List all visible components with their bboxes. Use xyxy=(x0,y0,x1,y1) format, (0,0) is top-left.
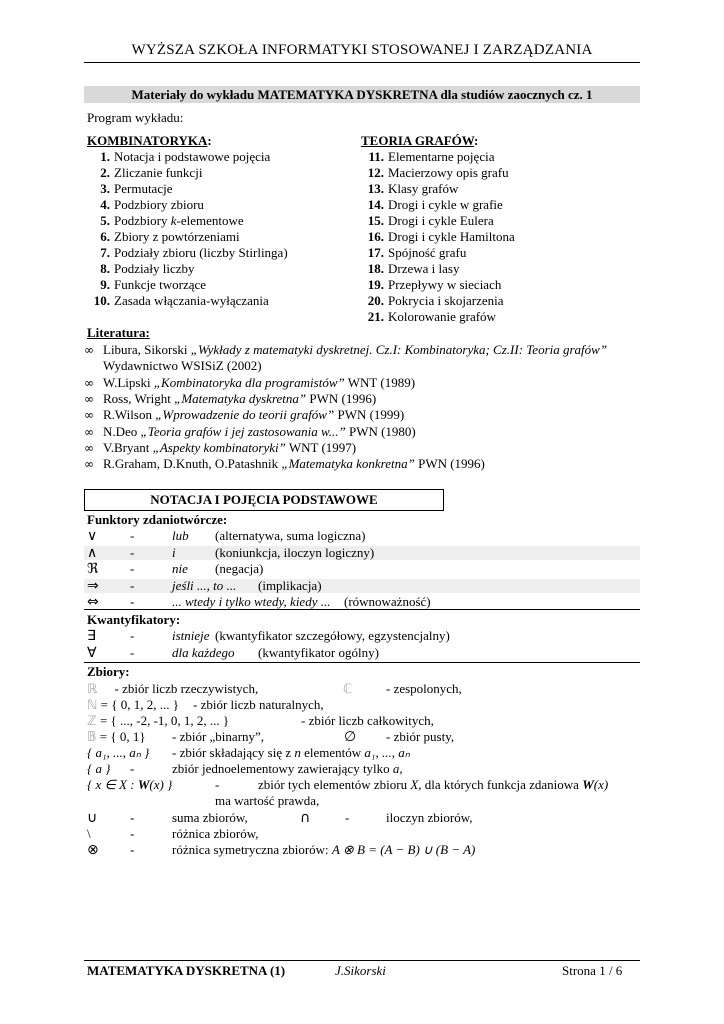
binary-desc: - zbiór „binarny”, xyxy=(172,729,265,744)
literature-item xyxy=(84,456,485,472)
item-number: 6. xyxy=(100,229,110,244)
item-number: 5. xyxy=(100,213,110,228)
complex-desc: - zespolonych, xyxy=(386,681,462,696)
item-text: Notacja i podstawowe pojęcia xyxy=(114,149,271,164)
item-text: Podzbiory zbioru xyxy=(114,197,204,212)
literature-authors: Ross, Wright xyxy=(103,390,175,406)
union-icon: ∪ xyxy=(87,810,98,826)
list-item xyxy=(80,149,270,165)
row-word: ... wtedy i tylko wtedy, kiedy ... xyxy=(172,594,331,609)
row-shade xyxy=(84,579,640,593)
row-dash: - xyxy=(130,644,135,660)
row-desc: (koniunkcja, iloczyn logiczny) xyxy=(215,544,375,560)
logic-symbol-icon: ℜ xyxy=(87,561,99,577)
row-word: lub xyxy=(172,528,189,543)
item-number: 15. xyxy=(367,213,384,228)
literature-publisher: WNT (1997) xyxy=(285,439,357,455)
item-number: 10. xyxy=(93,293,110,308)
row-word: nie xyxy=(172,561,188,576)
list-item xyxy=(80,245,288,261)
literature-item xyxy=(84,375,415,391)
empty-desc: - zbiór pusty, xyxy=(386,729,455,744)
item-number: 7. xyxy=(100,245,110,260)
list-item xyxy=(80,293,269,309)
item-number: 17. xyxy=(367,245,384,260)
naturals-symbol: ℕ xyxy=(87,698,98,713)
reals-desc: - zbiór liczb rzeczywistych, xyxy=(114,681,259,696)
literature-publisher: Wydawnictwo WSISiZ (2002) xyxy=(103,358,262,374)
set-builder-dash: - xyxy=(215,777,220,792)
item-text: Zbiory z powtórzeniami xyxy=(114,229,240,244)
item-number: 4. xyxy=(100,197,110,212)
list-item xyxy=(354,165,509,181)
item-text: Drzewa i lasy xyxy=(388,261,460,276)
item-number: 19. xyxy=(367,277,384,292)
singleton-desc: zbiór jednoelementowy zawierający tylko a, xyxy=(172,761,403,776)
literature-title: „Wprowadzenie do teorii grafów” xyxy=(155,407,335,423)
row-word: jeśli ..., to ... xyxy=(172,577,237,593)
binary-row xyxy=(87,729,146,746)
list-item xyxy=(80,229,240,245)
singleton-dash: - xyxy=(130,761,135,776)
item-number: 3. xyxy=(100,181,110,196)
literature-heading: Literatura: xyxy=(87,325,150,340)
item-text: Zasada włączania-wyłączania xyxy=(114,293,269,308)
literature-publisher: PWN (1996) xyxy=(414,456,485,472)
complex-row xyxy=(343,681,352,698)
integers-desc: - zbiór liczb całkowitych, xyxy=(301,713,434,728)
bullet-icon: ∞ xyxy=(84,375,94,390)
intersection-desc: iloczyn zbiorów, xyxy=(386,810,473,825)
difference-dash: - xyxy=(130,826,135,841)
logic-symbol-icon: ⇔ xyxy=(87,594,99,610)
literature-title: „Aspekty kombinatoryki” xyxy=(152,439,286,455)
logic-symbol-icon: ∀ xyxy=(87,644,97,661)
item-text: Przepływy w sieciach xyxy=(388,277,502,292)
list-item xyxy=(80,213,244,229)
literature-item xyxy=(103,358,262,374)
item-text-italic: k xyxy=(170,213,177,228)
item-text: Podziały zbioru (liczby Stirlinga) xyxy=(114,245,288,260)
row-desc: (implikacja) xyxy=(258,577,322,593)
combinatorics-heading: KOMBINATORYKA: xyxy=(87,133,212,148)
literature-item xyxy=(84,342,607,358)
item-text: Zliczanie funkcji xyxy=(114,165,203,180)
row-dash: - xyxy=(130,594,135,609)
bullet-icon: ∞ xyxy=(84,343,94,357)
item-text: Funkcje tworzące xyxy=(114,277,207,292)
item-text: Pokrycia i skojarzenia xyxy=(388,293,504,308)
item-number: 9. xyxy=(100,277,110,292)
literature-title: „Kombinatoryka dla programistów” xyxy=(153,374,345,390)
header-rule xyxy=(84,62,640,63)
set-builder: { x ∈ X : W(x) } xyxy=(87,777,173,792)
list-item xyxy=(354,293,504,309)
symmetric-difference-dash: - xyxy=(130,842,135,857)
bullet-icon: ∞ xyxy=(84,440,94,455)
item-text: Drogi i cykle Eulera xyxy=(388,213,494,228)
literature-authors: N.Deo xyxy=(103,423,141,439)
row-word: istnieje xyxy=(172,628,210,643)
literature-title: „Matematyka konkretna” xyxy=(281,456,415,472)
literature-title: „Matematyka dyskretna” xyxy=(174,390,307,406)
footer-rule xyxy=(84,960,640,961)
quantifiers-heading: Kwantyfikatory: xyxy=(87,612,181,627)
list-item xyxy=(354,261,459,277)
literature-publisher: PWN (1999) xyxy=(334,407,405,423)
row-desc: (alternatywa, suma logiczna) xyxy=(215,528,366,543)
logic-symbol-icon: ⇒ xyxy=(87,577,99,594)
item-number: 14. xyxy=(367,197,384,212)
item-text: Kolorowanie grafów xyxy=(388,309,496,324)
union-dash: - xyxy=(130,810,135,825)
singleton-set: { a } xyxy=(87,761,111,776)
logic-symbol-icon: ∧ xyxy=(87,544,98,561)
footer-page: Strona 1 / 6 xyxy=(562,963,623,978)
school-header: WYŻSZA SZKOŁA INFORMATYKI STOSOWANEJ I ZARZĄDZANIA xyxy=(131,42,593,58)
list-item xyxy=(354,181,458,197)
list-item xyxy=(80,261,195,277)
intersection-icon: ∩ xyxy=(300,810,311,826)
naturals-set: = { 0, 1, 2, ... } xyxy=(97,697,179,712)
row-word: dla każdego xyxy=(172,644,235,660)
logic-symbol-icon: ∨ xyxy=(87,528,98,544)
item-number: 1. xyxy=(100,149,110,164)
row-desc: (kwantyfikator szczegółowy, egzystencjalny) xyxy=(215,628,450,643)
union-desc: suma zbiorów, xyxy=(172,810,248,825)
naturals-row xyxy=(87,697,179,714)
row-desc: (równoważność) xyxy=(344,594,431,609)
item-text: Drogi i cykle Hamiltona xyxy=(388,229,515,244)
row-dash: - xyxy=(130,544,135,560)
list-item xyxy=(80,165,202,181)
literature-authors: R.Wilson xyxy=(103,407,156,423)
bullet-icon: ∞ xyxy=(84,424,94,439)
row-desc: (kwantyfikator ogólny) xyxy=(258,644,379,660)
bullet-icon: ∞ xyxy=(84,408,94,423)
item-number: 21. xyxy=(367,309,384,324)
item-number: 16. xyxy=(367,229,384,244)
row-desc: (negacja) xyxy=(215,561,264,576)
row-dash: - xyxy=(130,577,135,593)
empty-set-icon: ∅ xyxy=(344,729,357,745)
literature-authors: V.Bryant xyxy=(103,439,153,455)
functors-rule xyxy=(84,609,640,610)
literature-publisher: PWN (1980) xyxy=(345,423,416,439)
literature-item xyxy=(84,391,376,407)
list-item xyxy=(354,309,496,325)
list-item xyxy=(80,197,204,213)
item-text-tail: -elementowe xyxy=(176,213,244,228)
difference-desc: różnica zbiorów, xyxy=(172,826,259,841)
bullet-icon: ∞ xyxy=(84,391,94,406)
section-title: NOTACJA I POJĘCIA PODSTAWOWE xyxy=(84,489,444,511)
graphs-heading: TEORIA GRAFÓW: xyxy=(361,133,479,148)
integers-set: = { ..., -2, -1, 0, 1, 2, ... } xyxy=(96,713,230,728)
set-builder-desc-2: ma wartość prawda, xyxy=(215,793,320,808)
logic-symbol-icon: ∃ xyxy=(87,628,96,644)
list-item xyxy=(354,149,494,165)
item-text: Klasy grafów xyxy=(388,181,459,196)
finite-set: { a₁, ..., aₙ } xyxy=(87,745,150,760)
integers-symbol: ℤ xyxy=(87,714,97,729)
list-item xyxy=(80,277,206,293)
literature-publisher: WNT (1989) xyxy=(344,374,416,390)
literature-authors: Libura, Sikorski xyxy=(103,342,191,357)
item-text: Podziały liczby xyxy=(114,261,195,276)
literature-authors: R.Graham, D.Knuth, O.Patashnik xyxy=(103,456,282,472)
program-label: Program wykładu: xyxy=(87,110,184,125)
item-text: Elementarne pojęcia xyxy=(388,149,495,164)
literature-authors: W.Lipski xyxy=(103,374,154,390)
item-number: 2. xyxy=(100,165,110,180)
complex-symbol: ℂ xyxy=(343,682,353,697)
row-dash: - xyxy=(130,561,135,576)
item-text: Macierzowy opis grafu xyxy=(388,165,509,180)
sets-heading: Zbiory: xyxy=(87,664,130,679)
item-number: 20. xyxy=(367,293,384,308)
functors-heading: Funktory zdaniotwórcze: xyxy=(87,512,228,527)
item-text: Drogi i cykle w grafie xyxy=(388,197,503,212)
symmetric-difference-icon: ⊗ xyxy=(87,842,99,858)
item-text: Spójność grafu xyxy=(388,245,467,260)
difference-icon: \ xyxy=(87,826,91,841)
literature-item xyxy=(84,440,356,456)
literature-publisher: PWN (1996) xyxy=(306,390,377,406)
symmetric-difference-desc: różnica symetryczna zbiorów: A ⊗ B = (A − B) ∪ (B − A) xyxy=(172,842,476,857)
integers-row xyxy=(87,713,229,730)
list-item xyxy=(354,277,501,293)
item-number: 11. xyxy=(368,149,384,164)
binary-symbol: 𝔹 xyxy=(87,730,97,745)
binary-set: = { 0, 1} xyxy=(96,729,146,744)
quantifiers-rule xyxy=(84,662,640,663)
reals-row xyxy=(87,681,258,698)
row-dash: - xyxy=(130,628,135,643)
intersection-dash: - xyxy=(345,810,350,825)
list-item xyxy=(80,181,172,197)
list-item xyxy=(354,213,494,229)
item-number: 18. xyxy=(367,261,384,276)
row-word: i xyxy=(172,544,176,560)
reals-symbol: ℝ xyxy=(87,682,98,697)
finite-desc: - zbiór składający się z n elementów a₁, ..., aₙ xyxy=(172,745,410,760)
literature-title: „Teoria grafów i jej zastosowania w...” xyxy=(140,423,346,439)
row-dash: - xyxy=(130,528,135,543)
literature-item xyxy=(84,407,404,423)
item-number: 12. xyxy=(367,165,384,180)
course-banner: Materiały do wykładu MATEMATYKA DYSKRETNA dla studiów zaocznych cz. 1 xyxy=(84,86,640,103)
list-item xyxy=(354,229,515,245)
item-number: 8. xyxy=(100,261,110,276)
set-builder-desc: zbiór tych elementów zbioru X, dla których funkcja zdaniowa W(x) xyxy=(258,777,609,792)
footer-course: MATEMATYKA DYSKRETNA (1) xyxy=(87,963,286,978)
naturals-desc: - zbiór liczb naturalnych, xyxy=(193,697,324,712)
list-item xyxy=(354,197,503,213)
item-number: 13. xyxy=(367,181,384,196)
literature-item xyxy=(84,424,416,440)
literature-title: „Wykłady z matematyki dyskretnej. Cz.I: Kombinatoryka; Cz.II: Teoria grafów” xyxy=(190,342,608,357)
item-text: Permutacje xyxy=(114,181,173,196)
footer-author: J.Sikorski xyxy=(335,963,386,978)
bullet-icon: ∞ xyxy=(84,457,94,472)
list-item xyxy=(354,245,466,261)
item-text: Podzbiory xyxy=(114,213,171,228)
